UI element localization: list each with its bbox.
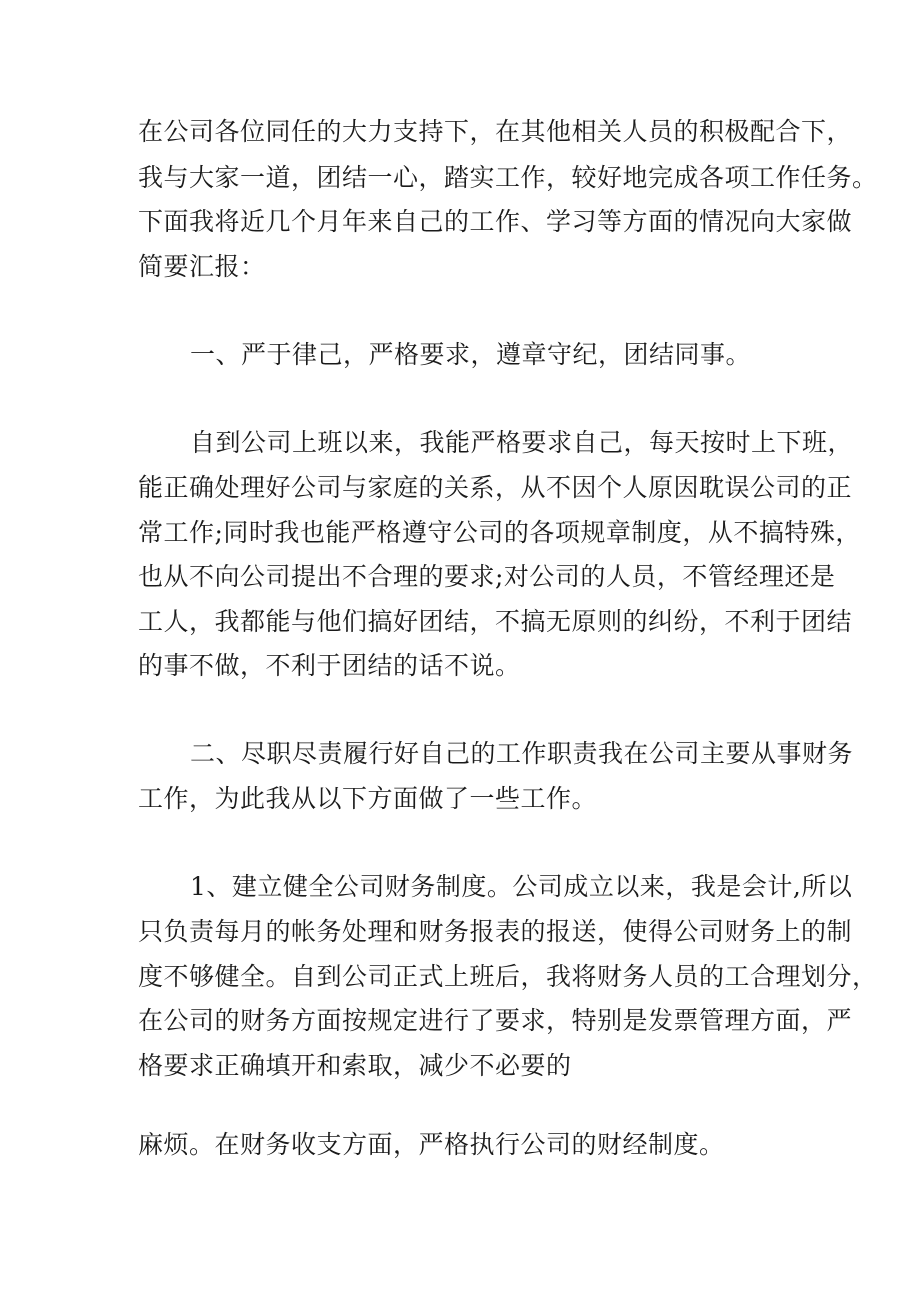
paragraph-line: 简要汇报： (138, 252, 266, 281)
paragraph-line: 自到公司上班以来，我能严格要求自己，每天按时上下班， (190, 428, 854, 457)
paragraph-line: 常工作;同时我也能严格遵守公司的各项规章制度，从不搞特殊， (138, 518, 861, 547)
paragraph-line: 1、建立健全公司财务制度。公司成立以来，我是会计,所以 (190, 872, 853, 901)
paragraph-line: 度不够健全。自到公司正式上班后，我将财务人员的工合理划分， (138, 962, 878, 991)
paragraph-line: 工人，我都能与他们搞好团结，不搞无原则的纠纷，不利于团结 (138, 607, 853, 636)
paragraph-line: 能正确处理好公司与家庭的关系，从不因个人原因耽误公司的正 (138, 473, 853, 502)
paragraph-line: 只负责每月的帐务处理和财务报表的报送，使得公司财务上的制 (138, 917, 853, 946)
section-heading: 一、严于律己，严格要求，遵章守纪，团结同事。 (190, 340, 752, 369)
section-heading: 二、尽职尽责履行好自己的工作职责我在公司主要从事财务 (190, 739, 854, 768)
paragraph-line: 的事不做，不利于团结的话不说。 (138, 651, 521, 680)
paragraph-line: 麻烦。在财务收支方面，严格执行公司的财经制度。 (138, 1130, 725, 1159)
paragraph-line: 在公司各位同任的大力支持下，在其他相关人员的积极配合下， (138, 117, 853, 146)
paragraph-line: 下面我将近几个月年来自己的工作、学习等方面的情况向大家做 (138, 207, 853, 236)
paragraph-line: 格要求正确填开和索取，减少不必要的 (138, 1051, 572, 1080)
paragraph-line: 在公司的财务方面按规定进行了要求，特别是发票管理方面，严 (138, 1006, 853, 1035)
paragraph-line: 我与大家一道，团结一心，踏实工作，较好地完成各项工作任务。 (138, 163, 878, 192)
paragraph-line: 工作，为此我从以下方面做了一些工作。 (138, 784, 598, 813)
paragraph-line: 也从不向公司提出不合理的要求;对公司的人员，不管经理还是 (138, 562, 836, 591)
